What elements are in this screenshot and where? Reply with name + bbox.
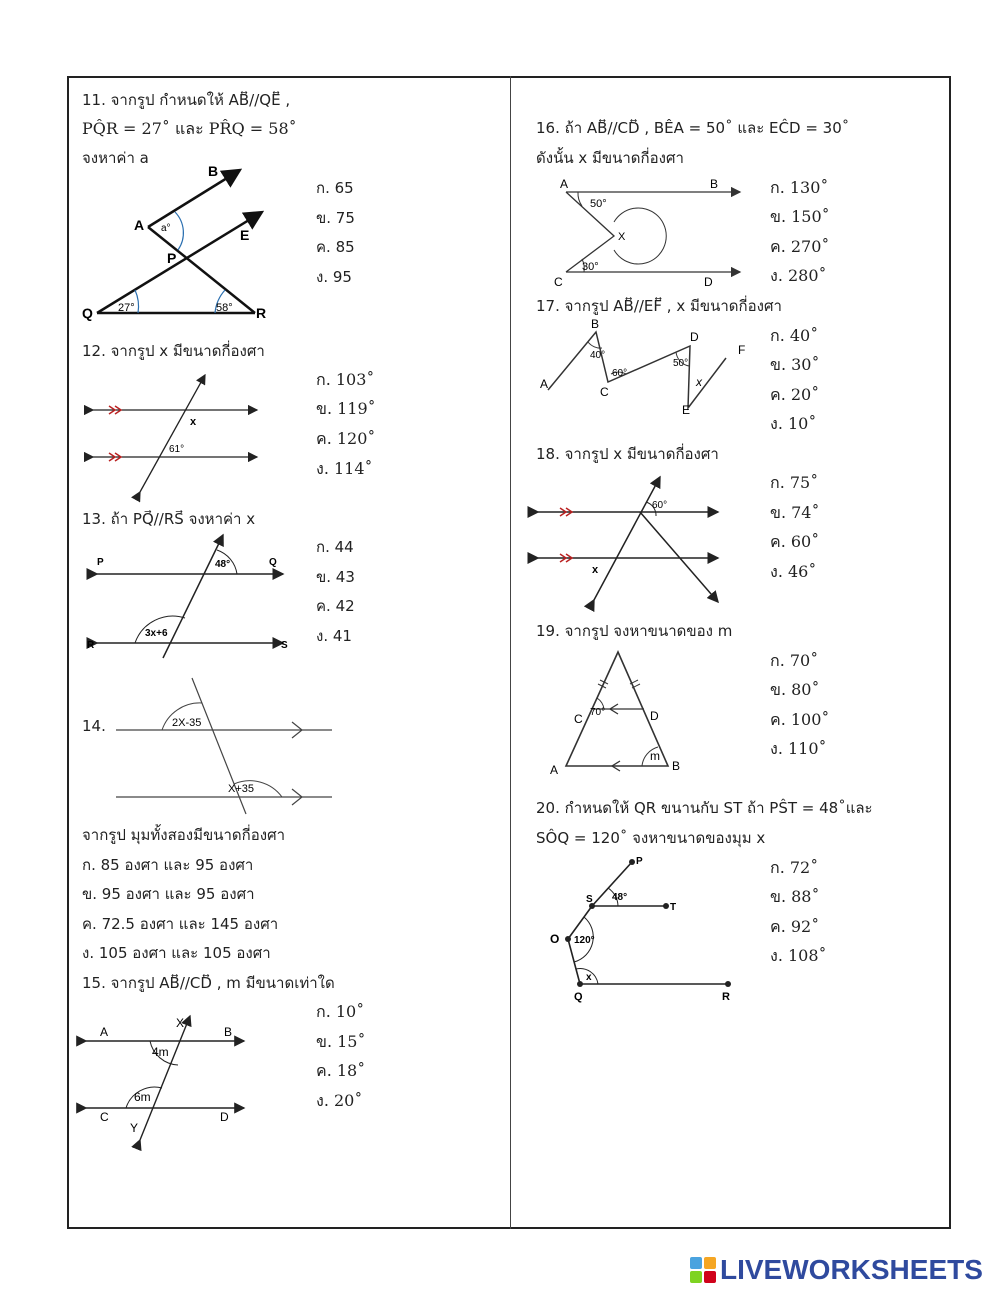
q19-choice-1[interactable]: ก. 70˚ <box>770 651 819 670</box>
q14-choice-3[interactable]: ค. 72.5 องศา และ 145 องศา <box>82 915 279 933</box>
q13-line1: 13. ถ้า PQ⃗//RS⃗ จงหาค่า x <box>82 510 256 528</box>
q17-choice-1[interactable]: ก. 40˚ <box>770 326 819 345</box>
q15-label-b: B <box>224 1025 233 1039</box>
q13-choice-3[interactable]: ค. 42 <box>316 597 355 615</box>
q20-choice-3[interactable]: ค. 92˚ <box>770 917 820 936</box>
q13-choice-1[interactable]: ก. 44 <box>316 538 354 556</box>
q11-choice-3[interactable]: ค. 85 <box>316 238 355 256</box>
q19-choice-2[interactable]: ข. 80˚ <box>770 680 820 699</box>
logo-text: LIVEWORKSHEETS <box>720 1254 983 1285</box>
q11-label-q: Q <box>82 305 93 321</box>
q20-label-t: T <box>670 902 677 913</box>
q17-figure <box>536 318 756 418</box>
q16-label-30: 30° <box>582 261 599 273</box>
q13-label-p: P <box>97 557 104 568</box>
q11-label-e: E <box>240 227 250 243</box>
q20-label-s: S <box>586 894 593 905</box>
q12-choice-4[interactable]: ง. 114˚ <box>316 459 373 478</box>
column-divider <box>510 76 511 1229</box>
q17-choice-3[interactable]: ค. 20˚ <box>770 385 820 404</box>
q17-label-a: A <box>540 377 549 391</box>
q11-line2: PQ̂R = 27˚ และ PR̂Q = 58˚ <box>82 119 297 138</box>
q17-label-f: F <box>738 343 746 357</box>
q16-figure <box>548 174 748 292</box>
q12-line1: 12. จากรูป x มีขนาดกี่องศา <box>82 342 265 360</box>
q19-choice-3[interactable]: ค. 100˚ <box>770 710 830 729</box>
q11-label-a-angle: a° <box>161 223 171 234</box>
q19-label-c: C <box>574 712 583 726</box>
q14-label-bottom: X+35 <box>228 783 254 795</box>
q15-label-x: X <box>176 1016 185 1030</box>
q15-label-c: C <box>100 1110 109 1124</box>
q18-figure <box>536 472 726 607</box>
q11-choice-1[interactable]: ก. 65 <box>316 179 354 197</box>
q14-choice-2[interactable]: ข. 95 องศา และ 95 องศา <box>82 885 255 903</box>
q13-choice-4[interactable]: ง. 41 <box>316 627 352 645</box>
q17-choice-2[interactable]: ข. 30˚ <box>770 355 820 374</box>
logo-icon <box>690 1257 716 1283</box>
q17-line1: 17. จากรูป AB⃡//EF⃡ , x มีขนาดกี่องศา <box>536 297 782 315</box>
q20-label-p: P <box>636 856 643 867</box>
q20-label-o: O <box>550 932 560 946</box>
q17-label-b: B <box>591 317 600 331</box>
q14-choice-1[interactable]: ก. 85 องศา และ 95 องศา <box>82 856 254 874</box>
q19-figure <box>546 648 696 776</box>
q11-label-27: 27° <box>118 302 135 314</box>
q18-label-x: x <box>592 564 599 576</box>
q12-choice-2[interactable]: ข. 119˚ <box>316 399 376 418</box>
q11-line1: 11. จากรูป กำหนดให้ AB⃡//QE⃡ , <box>82 91 291 109</box>
q16-choice-1[interactable]: ก. 130˚ <box>770 178 829 197</box>
q18-line1: 18. จากรูป x มีขนาดกี่องศา <box>536 445 719 463</box>
q17-label-50: 50° <box>673 358 689 369</box>
q17-choice-4[interactable]: ง. 10˚ <box>770 414 817 433</box>
q16-label-b: B <box>710 177 719 191</box>
q16-choice-3[interactable]: ค. 270˚ <box>770 237 830 256</box>
q11-label-b: B <box>208 163 219 179</box>
q17-label-c: C <box>600 385 609 399</box>
q15-choice-1[interactable]: ก. 10˚ <box>316 1002 365 1021</box>
q16-label-d: D <box>704 275 713 289</box>
q16-choice-2[interactable]: ข. 150˚ <box>770 207 830 226</box>
q15-choice-2[interactable]: ข. 15˚ <box>316 1032 366 1051</box>
q17-label-x: x <box>696 375 702 389</box>
q12-label-61: 61° <box>169 444 185 455</box>
q15-label-4m: 4m <box>152 1045 169 1059</box>
q11-choice-4[interactable]: ง. 95 <box>316 268 352 286</box>
q13-label-expr: 3x+6 <box>145 628 168 639</box>
q19-line1: 19. จากรูป จงหาขนาดของ m <box>536 622 733 640</box>
q11-line3: จงหาค่า a <box>82 149 149 167</box>
q15-figure <box>82 1010 262 1145</box>
q16-label-50: 50° <box>590 198 607 210</box>
q15-line1: 15. จากรูป AB⃡//CD⃡ , m มีขนาดเท่าใด <box>82 974 335 992</box>
q16-label-a: A <box>560 177 569 191</box>
q18-choice-4[interactable]: ง. 46˚ <box>770 562 817 581</box>
q19-label-70: 70° <box>590 707 606 718</box>
q17-label-40: 40° <box>590 350 606 361</box>
q13-choice-2[interactable]: ข. 43 <box>316 568 355 586</box>
q19-label-a: A <box>550 763 559 777</box>
q20-label-120: 120° <box>574 935 595 946</box>
q13-label-s: S <box>281 640 288 651</box>
q13-label-q: Q <box>269 557 277 568</box>
q12-choice-1[interactable]: ก. 103˚ <box>316 370 375 389</box>
q14-number: 14. <box>82 717 106 735</box>
liveworksheets-logo <box>690 1255 983 1285</box>
q15-label-a: A <box>100 1025 109 1039</box>
q20-figure <box>546 854 746 1009</box>
q16-label-c: C <box>554 275 563 289</box>
q19-label-b: B <box>672 759 681 773</box>
q20-label-r: R <box>722 991 730 1003</box>
q20-choice-1[interactable]: ก. 72˚ <box>770 858 819 877</box>
q16-choice-4[interactable]: ง. 280˚ <box>770 266 827 285</box>
q15-label-d: D <box>220 1110 229 1124</box>
q18-choice-1[interactable]: ก. 75˚ <box>770 473 819 492</box>
q20-label-q: Q <box>574 991 583 1003</box>
q16-line1: 16. ถ้า AB⃡//CD⃡ , BÊA = 50˚ และ EĈD = 30˚ <box>536 119 850 137</box>
q13-label-r: R <box>87 640 95 651</box>
q14-figure <box>110 676 340 816</box>
q13-label-48: 48° <box>215 559 231 570</box>
q11-figure <box>80 160 280 330</box>
q11-label-a: A <box>134 217 145 233</box>
q19-label-m: m <box>650 749 660 763</box>
q20-choice-4[interactable]: ง. 108˚ <box>770 946 827 965</box>
q18-choice-2[interactable]: ข. 74˚ <box>770 503 820 522</box>
q11-label-p: P <box>167 250 177 266</box>
q14-question: จากรูป มุมทั้งสองมีขนาดกี่องศา <box>82 826 286 844</box>
q19-choice-4[interactable]: ง. 110˚ <box>770 739 827 758</box>
q17-label-e: E <box>682 403 691 417</box>
q20-label-48: 48° <box>612 892 628 903</box>
q19-label-d: D <box>650 709 659 723</box>
q15-label-6m: 6m <box>134 1090 151 1104</box>
q15-label-y: Y <box>130 1121 139 1135</box>
q20-line2: SÔQ = 120˚ จงหาขนาดของมุม x <box>536 829 766 847</box>
q15-choice-4[interactable]: ง. 20˚ <box>316 1091 363 1110</box>
q11-label-r: R <box>256 305 267 321</box>
q14-label-top: 2X-35 <box>172 717 202 729</box>
q12-choice-3[interactable]: ค. 120˚ <box>316 429 376 448</box>
q12-label-x: x <box>190 416 197 428</box>
q11-label-58: 58° <box>216 302 233 314</box>
q20-choice-2[interactable]: ข. 88˚ <box>770 887 820 906</box>
q18-label-60: 60° <box>652 500 668 511</box>
q13-figure <box>85 530 295 660</box>
q16-line2: ดังนั้น x มีขนาดกี่องศา <box>536 149 684 167</box>
q17-label-d: D <box>690 330 699 344</box>
q15-choice-3[interactable]: ค. 18˚ <box>316 1061 366 1080</box>
q14-choice-4[interactable]: ง. 105 องศา และ 105 องศา <box>82 944 271 962</box>
q17-label-60: 60° <box>612 368 628 379</box>
q20-label-x: x <box>586 972 592 983</box>
q16-label-x: X <box>618 231 626 243</box>
q11-choice-2[interactable]: ข. 75 <box>316 209 355 227</box>
q18-choice-3[interactable]: ค. 60˚ <box>770 532 820 551</box>
q20-line1: 20. กำหนดให้ QR ขนานกับ ST ถ้า PŜT = 48˚และ <box>536 799 873 817</box>
q12-figure <box>85 370 265 495</box>
